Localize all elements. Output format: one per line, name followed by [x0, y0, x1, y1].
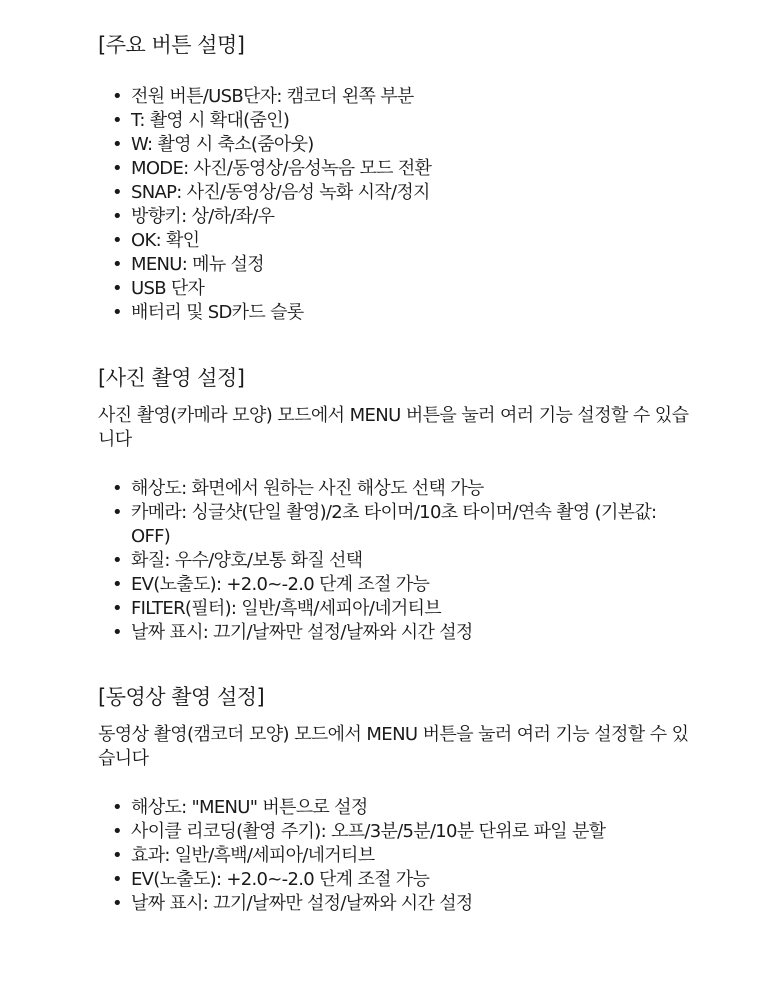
list-item: • 사이클 리코딩(촬영 주기): 오프/3분/5분/10분 단위로 파일 분할 [98, 820, 698, 844]
list-item: • 해상도: 화면에서 원하는 사진 해상도 선택 가능 [98, 477, 698, 501]
list-item: • 카메라: 싱글샷(단일 촬영)/2초 타이머/10초 타이머/연속 촬영 (기본값: OFF) [98, 501, 676, 549]
list-item: • 화질: 우수/양호/보통 화질 선택 [98, 549, 698, 573]
video-settings-list [98, 796, 698, 916]
section-intro-photo: 사진 촬영(카메라 모양) 모드에서 MENU 버튼을 눌러 여러 기능 설정할 수 있습니다 [98, 405, 689, 450]
section-title-video: [동영상 촬영 설정] [98, 685, 265, 709]
section-title-buttons: [주요 버튼 설명] [98, 33, 245, 57]
list-item: • 방향키: 상/하/좌/우 [98, 205, 698, 229]
list-item: • MENU: 메뉴 설정 [98, 253, 698, 277]
list-item: • W: 촬영 시 축소(줌아웃) [98, 133, 698, 157]
section-intro-video: 동영상 촬영(캠코더 모양) 모드에서 MENU 버튼을 눌러 여러 기능 설정할 수 있습니다 [98, 724, 689, 769]
list-item: • FILTER(필터): 일반/흑백/세피아/네거티브 [98, 597, 698, 621]
list-item: • MODE: 사진/동영상/음성녹음 모드 전환 [98, 157, 698, 181]
list-item: • 날짜 표시: 끄기/날짜만 설정/날짜와 시간 설정 [98, 621, 698, 645]
list-item: • 효과: 일반/흑백/세피아/네거티브 [98, 844, 698, 868]
section-title-photo: [사진 촬영 설정] [98, 366, 245, 390]
list-item: • T: 촬영 시 확대(줌인) [98, 109, 698, 133]
list-item: • USB 단자 [98, 277, 698, 301]
list-item: • 전원 버튼/USB단자: 캠코더 왼쪽 부분 [98, 85, 698, 109]
list-item: • 해상도: "MENU" 버튼으로 설정 [98, 796, 698, 820]
list-item: • SNAP: 사진/동영상/음성 녹화 시작/정지 [98, 181, 698, 205]
list-item: • 날짜 표시: 끄기/날짜만 설정/날짜와 시간 설정 [98, 892, 698, 916]
button-list [98, 85, 698, 325]
list-item: • OK: 확인 [98, 229, 698, 253]
manual-page [98, 30, 698, 916]
list-item: • EV(노출도): +2.0~-2.0 단계 조절 가능 [98, 868, 698, 892]
list-item: • 배터리 및 SD카드 슬롯 [98, 301, 698, 325]
photo-settings-list [98, 477, 698, 645]
list-item: • EV(노출도): +2.0~-2.0 단계 조절 가능 [98, 573, 698, 597]
